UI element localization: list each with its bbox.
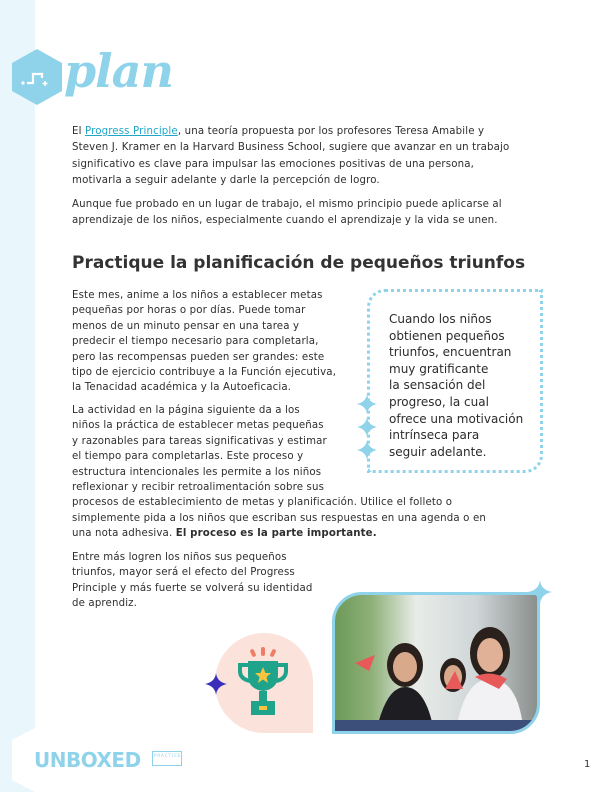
sparkle-icon: [527, 579, 553, 605]
text-line: aprendizaje de los niños, especialmente cuando el aprendizaje y la vida se unen.: [72, 215, 498, 227]
callout-line: obtienen pequeños: [389, 328, 505, 343]
text-line: reflexionar y recibir retroalimentación sobre sus: [72, 482, 325, 494]
callout-line: seguir adelante.: [389, 444, 487, 459]
intro-line: Steven J. Kramer en la Harvard Business School, sugiere que avanzar en un trabajo: [72, 142, 510, 154]
unboxed-logo: UNBOXED: [34, 748, 141, 772]
intro-text: , una teoría propuesta por los profesores Teresa Amabile y: [177, 126, 485, 137]
text-line: Principle y más fuerte se volverá su identidad: [72, 582, 313, 594]
plan-logo-icon: [8, 48, 66, 106]
plan-logo-word: plan: [64, 44, 173, 98]
callout-line: muy gratificante: [389, 361, 489, 376]
trophy-icon: [234, 645, 294, 720]
text-line: Este mes, anime a los niños a establecer metas: [72, 290, 323, 301]
text-line: el tiempo para completarlas. Este proceso y: [72, 451, 304, 463]
text-line: simplemente pida a los niños que escriban sus respuestas en una agenda o en: [72, 512, 486, 524]
sparkle-icon: [355, 392, 379, 464]
kids-eating-watermelon-photo: [332, 592, 540, 734]
workplace-paragraph: [72, 197, 502, 230]
intro-paragraph: [72, 124, 509, 189]
text-line: menos de un minuto pensar en una tarea y: [72, 320, 300, 332]
text-line: una nota adhesiva.: [72, 528, 176, 540]
text-line: la Tenacidad académica y la Autoeficacia.: [72, 382, 292, 394]
page-number: 1: [584, 759, 591, 770]
intro-line: significativo es clave para impulsar las emociones positivas de una persona,: [72, 158, 474, 170]
text-line: La actividad en la página siguiente da a los: [72, 405, 300, 416]
text-line: triunfos, mayor será el efecto del Progress: [72, 567, 295, 579]
text-line: pequeñas por horas o por días. Puede tomar: [72, 305, 306, 317]
text-line: Entre más logren los niños sus pequeños: [72, 552, 287, 563]
sparkle-icon: [204, 672, 228, 696]
progress-principle-link[interactable]: Progress Principle: [84, 126, 178, 137]
text-line: Aunque fue probado en un lugar de trabajo, el mismo principio puede aplicarse al: [72, 199, 502, 210]
section-paragraph-3: [72, 550, 312, 612]
callout-line: intrínseca para: [389, 428, 480, 443]
intro-text: El: [72, 126, 85, 137]
text-line: estructura intencionales les permite a los niños: [72, 466, 322, 478]
text-line: procesos de establecimiento de metas y planificación. Utilice el folleto o: [72, 497, 453, 509]
callout-line: Cuando los niños: [389, 312, 492, 326]
text-line: predecir el tiempo necesario para completarla,: [72, 336, 319, 348]
quote-callout-text: [389, 311, 523, 460]
emphasis-text: El proceso es la parte importante.: [175, 528, 377, 540]
callout-line: la sensación del: [389, 378, 486, 393]
section-paragraph-1: [72, 288, 336, 396]
text-line: de aprendiz.: [72, 598, 138, 610]
unboxed-tagline: PRACTICE: [152, 751, 182, 766]
callout-line: triunfos, encuentran: [389, 345, 512, 360]
text-line: pero las recompensas pueden ser grandes: este: [72, 351, 325, 363]
text-line: y razonables para tareas significativas y estimar: [72, 435, 327, 447]
callout-line: progreso, la cual: [389, 394, 489, 409]
text-line: tipo de ejercicio contribuye a la Función ejecutiva,: [72, 367, 337, 379]
intro-line: motivarla a seguir adelante y darle la percepción de logro.: [72, 174, 380, 186]
text-line: niños la práctica de establecer metas pequeñas: [72, 420, 324, 432]
section-title: Practique la planificación de pequeños triunfos: [72, 253, 526, 273]
callout-line: ofrece una motivación: [389, 411, 524, 426]
side-strip: [0, 0, 35, 792]
